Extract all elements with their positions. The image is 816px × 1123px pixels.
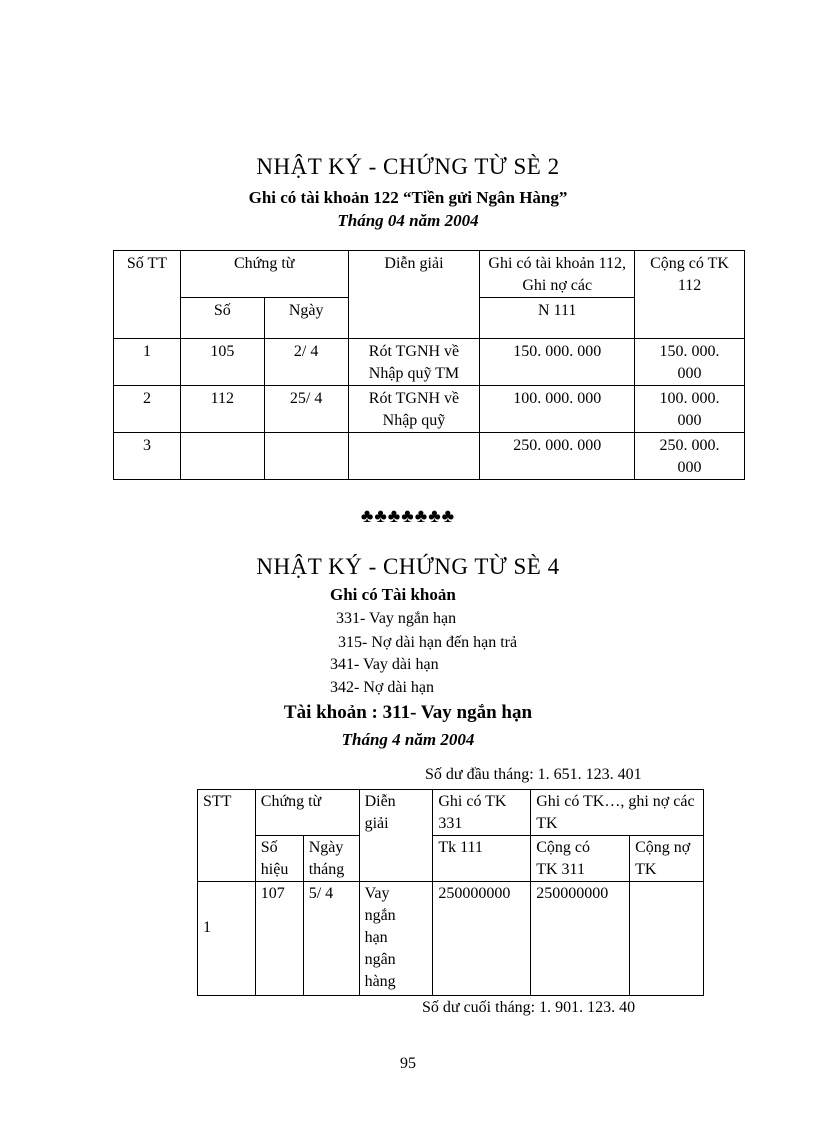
closing-balance: Số dư cuối tháng: 1. 901. 123. 40: [422, 999, 636, 1016]
table-row: [114, 339, 745, 386]
row-desc: [359, 882, 433, 996]
row-no: [255, 882, 303, 996]
subheader-no-label: Số: [213, 302, 231, 319]
row-tk111-value: 250000000: [438, 885, 511, 902]
subheader-no-label: Số hiệu: [260, 839, 289, 878]
header-credit-other-label: Ghi có TK…, ghi nợ các TK: [536, 793, 695, 832]
journal2-period: Tháng 04 năm 2004: [337, 211, 479, 230]
row-date-value: 2/ 4: [293, 343, 319, 360]
account-line: 331- Vay ngắn hạn: [336, 610, 457, 627]
row-desc: [348, 339, 480, 386]
journal4-subheader-row: [198, 836, 704, 882]
header-voucher: [255, 790, 359, 836]
header-desc: [348, 251, 480, 339]
subheader-no: [180, 298, 264, 339]
row-no: [180, 339, 264, 386]
row-stt: [114, 433, 181, 480]
subheader-debit: [630, 836, 704, 882]
row-no-value: [181, 433, 264, 435]
row-tk111: [433, 882, 531, 996]
row-credit-value: 250. 000. 000: [513, 437, 602, 454]
journal4-subtitle: Ghi có Tài khoản: [330, 585, 456, 604]
row-desc-value: [349, 433, 480, 435]
row-total: [635, 433, 745, 480]
row-stt-value: 2: [142, 390, 151, 407]
subheader-credit311-label: Cộng có TK 311: [536, 839, 590, 878]
header-stt-label: STT: [203, 793, 232, 810]
row-total: [635, 386, 745, 433]
opening-balance: Số dư đầu tháng: 1. 651. 123. 401: [425, 766, 642, 783]
header-desc-label: Diễn giải: [364, 793, 396, 832]
row-desc-value: Rót TGNH về Nhập quỹ TM: [368, 343, 460, 382]
header-desc-label: Diễn giải: [384, 255, 444, 272]
header-credit-label: Ghi có tài khoản 112, Ghi nợ các: [488, 255, 627, 294]
row-credit-value: 150. 000. 000: [513, 343, 602, 360]
journal2-header-row: [114, 251, 745, 298]
row-date: [303, 882, 359, 996]
row-desc: [348, 386, 480, 433]
row-date-value: 5/ 4: [308, 885, 334, 902]
journal4-table: [197, 789, 704, 996]
row-total-value: 100. 000. 000: [659, 390, 720, 429]
header-voucher-label: Chứng từ: [234, 255, 295, 272]
header-voucher-label: Chứng từ: [260, 793, 322, 810]
account-line: 342- Nợ dài hạn: [330, 679, 434, 696]
subheader-tk111-label: Tk 111: [438, 839, 483, 856]
row-credit: [480, 386, 635, 433]
account-line: 341- Vay dài hạn: [330, 656, 439, 673]
header-credit331: [433, 790, 531, 836]
row-desc: [348, 433, 480, 480]
row-desc-value: Rót TGNH về Nhập quỹ: [368, 390, 460, 429]
header-desc: [359, 790, 433, 882]
journal2-title: NHẬT KÝ - CHỨNG TỪ SÈ 2: [256, 154, 560, 179]
table-row: [114, 386, 745, 433]
row-credit311-value: 250000000: [536, 885, 609, 902]
row-total: [635, 339, 745, 386]
row-date-value: [265, 433, 348, 435]
subheader-credit-label: N 111: [538, 302, 577, 319]
header-total: [635, 251, 745, 339]
separator-clubs: ♣♣♣♣♣♣♣: [360, 506, 456, 527]
row-no: [180, 386, 264, 433]
journal2-subtitle: Ghi có tài khoản 122 “Tiền gửi Ngân Hàng”: [248, 188, 568, 207]
page-number: 95: [400, 1055, 416, 1072]
journal4-header-row: [198, 790, 704, 836]
header-credit-other: [531, 790, 704, 836]
subheader-date-label: Ngày: [288, 302, 324, 319]
header-credit: [480, 251, 635, 298]
row-date: [264, 433, 348, 480]
header-total-label: Cộng có TK 112: [650, 255, 729, 294]
subheader-credit: [480, 298, 635, 339]
journal4-account-title: Tài khoản : 311- Vay ngắn hạn: [283, 702, 533, 723]
row-date: [264, 386, 348, 433]
row-no: [180, 433, 264, 480]
header-stt: [198, 790, 256, 882]
row-desc-value: Vay ngắn hạn ngân hàng: [364, 885, 396, 990]
journal4-title: NHẬT KÝ - CHỨNG TỪ SÈ 4: [256, 554, 560, 579]
row-credit: [480, 433, 635, 480]
row-total-value: 250. 000. 000: [659, 437, 720, 476]
row-debit: [630, 882, 704, 996]
row-stt: [114, 339, 181, 386]
row-stt-value: 1: [203, 919, 211, 936]
table-row: [114, 433, 745, 480]
row-total-value: 150. 000. 000: [659, 343, 720, 382]
row-credit311: [531, 882, 630, 996]
row-no-value: 107: [260, 885, 285, 902]
header-stt-label: Số TT: [126, 255, 168, 272]
row-no-value: 105: [210, 343, 235, 360]
row-stt: [198, 882, 256, 996]
journal2-table: [113, 250, 745, 480]
subheader-date-label: Ngày tháng: [308, 839, 345, 878]
header-credit331-label: Ghi có TK 331: [438, 793, 507, 832]
row-stt: [114, 386, 181, 433]
subheader-credit311: [531, 836, 630, 882]
header-voucher: [180, 251, 348, 298]
row-credit: [480, 339, 635, 386]
row-date-value: 25/ 4: [289, 390, 323, 407]
header-stt: [114, 251, 181, 339]
subheader-no: [255, 836, 303, 882]
row-stt-value: 1: [142, 343, 151, 360]
subheader-tk111: [433, 836, 531, 882]
journal4-period: Tháng 4 năm 2004: [341, 730, 475, 749]
subheader-debit-label: Cộng nợ TK: [635, 839, 691, 878]
subheader-date: [264, 298, 348, 339]
subheader-date: [303, 836, 359, 882]
account-line: 315- Nợ dài hạn đến hạn trả: [338, 634, 518, 651]
row-stt-value: 3: [142, 437, 151, 454]
row-date: [264, 339, 348, 386]
row-credit-value: 100. 000. 000: [513, 390, 602, 407]
row-no-value: 112: [210, 390, 235, 407]
table-row: [198, 882, 704, 996]
